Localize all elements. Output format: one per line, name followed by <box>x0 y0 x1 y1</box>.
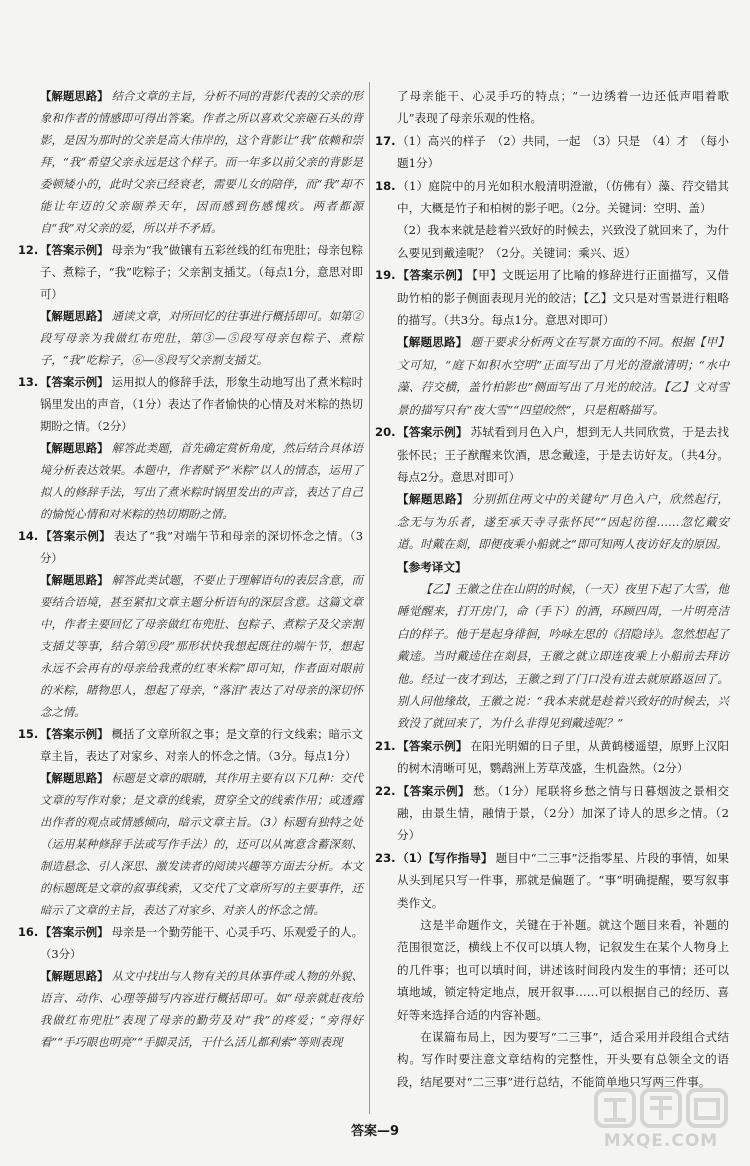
analysis-paragraph <box>18 305 363 371</box>
question-number: 23. <box>375 850 396 865</box>
answer-paragraph <box>375 780 729 847</box>
answer-text: 【甲】文既运用了比喻的修辞进行正面描写，又借助竹柏的影子侧面表现月光的皎洁；【乙】文只是对雪景进行粗略的描写。（共3分。每点1分。意思对即可） <box>397 268 729 328</box>
analysis-paragraph <box>18 437 363 525</box>
writing-guide-paragraph: 在谋篇布局上，因为要写“二三事”，适合采用并段组合式结构。写作时要注意文章结构的完整性，开头要有总领全文的语段，结尾要对“二三事”进行总结，不能简单地只写两三件事。 <box>397 1030 729 1089</box>
answer-paragraph <box>18 525 363 569</box>
answer-text: 概括了文章所叙之事；是文章的行文线索；暗示文章主旨，表达了对家乡、对亲人的怀念之情。（3分。每点1分） <box>40 727 363 763</box>
section-tag: 【答案示例】 <box>40 375 109 389</box>
section-tag: 【解题思路】 <box>40 89 109 103</box>
answer-paragraph <box>375 421 729 488</box>
question-number: 12. <box>18 243 39 257</box>
answer-text: 题目中“二三事”泛指零星、片段的事情，如果从头到尾只写一件事，那就是偏题了。“事”明确提醒，要写叙事类作文。 <box>397 850 729 910</box>
answer-text: 在阳光明媚的日子里，从黄鹤楼遥望，原野上汉阳的树木清晰可见，鹦鹉洲上芳草茂盛，生机盎然。（2分） <box>397 738 729 776</box>
section-tag: 【参考译文】 <box>397 559 467 574</box>
answer-text: 母亲为“我”做镶有五彩丝线的红布兜肚；母亲包粽子、煮粽子，“我”吃粽子；父亲割支插艾。（每点1分，意思对即可） <box>40 243 363 301</box>
analysis-text: 结合文章的主旨，分析不同的背影代表的父亲的形象和作者的情感即可得出答案。作者之所以喜欢父亲砸石头的背影，是因为那时的父亲是高大伟岸的，这个背影让“我”依赖和崇拜，“我”希望父亲永远是这个样子。而一年多以前父亲的背影是委顿矮小的，此时父亲已经衰老，需要儿女的陪伴，而“我”却不能让年迈的父亲颐养天年，因而感到伤感愧疚。两者都源自“我”对父亲的爱，所以并不矛盾。 <box>40 89 363 235</box>
answer-paragraph <box>18 239 363 305</box>
analysis-text: 题干要求分析两文在写景方面的不同。根据【甲】文可知，“庭下如积水空明”正面写出了月光的澄澈清明；“水中藻、荇交横，盖竹柏影也”侧面写出了月光的皎洁。【乙】文对雪景的描写只有“夜大雪”“四望皎然”，只是粗略描写。 <box>397 335 729 417</box>
watermark <box>586 1086 736 1156</box>
section-tag: 【解题思路】 <box>40 573 109 587</box>
section-tag: 【解题思路】 <box>40 441 109 455</box>
page-number: 答案—9 <box>350 1124 400 1139</box>
section-tag: 【解题思路】 <box>40 771 109 785</box>
writing-guide-paragraph: 这是半命题作文，关键在于补题。就这个题目来看，补题的范围很宽泛，横线上不仅可以填人物，记叙发生在某个人物身上的几件事；也可以填时间，讲述该时间段内发生的事情；还可以填地域，锁定特定地点，展开叙事……可以根据自己的经历、喜好等来选择合适的内容补题。 <box>397 918 729 1022</box>
analysis-text: 解答此类题，首先确定赏析角度，然后结合具体语境分析表达效果。本题中，作者赋予“米粽”以人的情态，运用了拟人的修辞手法，写出了煮米粽时锅里发出的声音，表达了自己的愉悦心情和对米粽的热切期盼之情。 <box>40 441 363 521</box>
analysis-text: 通读文章，对所回忆的往事进行概括即可。如第②段写母亲为我做红布兜肚，第③—⑤段写母亲包粽子、煮粽子，“我”吃粽子，⑥—⑧段写父亲割支插艾。 <box>40 309 363 367</box>
analysis-text: 标题是文章的眼睛，其作用主要有以下几种：交代文章的写作对象；是文章的线索，贯穿全文的线索作用；或透露出作者的观点或情感倾向，暗示文章主旨。（3）标题有独特之处（运用某种修辞手法或写作手法）的，还可以从寓意含蓄深刻、制造悬念、引人深思、激发读者的阅读兴趣等方面去分析。本文的标题既是文章的叙事线索，又交代了文章所写的主要事件，还暗示了文章的主旨，表达了对家乡、对亲人的怀念之情。 <box>40 771 363 917</box>
continued-text: 了母亲能干、心灵手巧的特点；“一边绣着一边还低声唱着歌儿”表现了母亲乐观的性格。 <box>397 89 729 126</box>
section-tag: 【答案示例】 <box>397 783 471 798</box>
left-column <box>18 85 363 1053</box>
analysis-paragraph <box>18 569 363 723</box>
right-column <box>375 85 729 1093</box>
analysis-paragraph <box>375 331 729 421</box>
analysis-paragraph <box>18 767 363 921</box>
answer-text: （1）高兴的样子 （2）共同，一起 （3）只是 （4）才 （每小题1分） <box>397 133 729 171</box>
column-divider <box>369 82 370 1114</box>
answer-paragraph <box>375 735 729 780</box>
section-tag: （1）【写作指导】 <box>397 850 493 865</box>
question-number: 20. <box>375 425 396 440</box>
section-tag: 【答案示例】 <box>397 268 470 283</box>
section-tag: 【答案示例】 <box>397 425 468 440</box>
answer-paragraph <box>375 847 729 914</box>
question-number: 22. <box>375 783 396 798</box>
section-tag: 【解题思路】 <box>397 335 468 350</box>
question-number: 18. <box>375 178 396 193</box>
answer-text: 母亲是一个勤劳能干、心灵手巧、乐观爱子的人。（3分） <box>40 925 363 961</box>
section-tag: 【解题思路】 <box>40 969 109 983</box>
answer-text: 苏轼看到月色入户，想到无人共同欣赏，于是去找张怀民；王子猷醒来饮酒，思念戴逵，于是去访好友。（共4分。每点2分。意思对即可） <box>397 425 729 484</box>
analysis-paragraph <box>375 488 729 555</box>
analysis-text: 从文中找出与人物有关的具体事件或人物的外貌、语言、动作、心理等描写内容进行概括即可。如“母亲就赶夜给我做红布兜肚”表现了母亲的勤劳及对“我”的疼爱；“旁得好看”“手巧眼也明亮”“手脚灵活，干什么活儿都利索”等则表现 <box>40 969 363 1049</box>
answer-paragraph <box>18 371 363 437</box>
analysis-paragraph <box>18 965 363 1053</box>
section-tag: 【答案示例】 <box>40 925 109 939</box>
answer-text: 运用拟人的修辞手法，形象生动地写出了煮米粽时锅里发出的声音，（1分）表达了作者愉快的心情及对米粽的热切期盼之情。（2分） <box>40 375 363 433</box>
question-number: 19. <box>375 268 396 283</box>
analysis-text: 解答此类试题，不要止于理解语句的表层含意，而要结合语境，甚至紧扣文章主题分析语句的深层含意。这篇文章中，作者主要回忆了母亲做红布兜肚、包粽子、煮粽子及父亲割支插艾等事，结合第⑨段“那形状快我想起既往的端午节，想起永远不会再有的母亲给我煮的红枣米粽”即可知，作者面对眼前的米粽，睹物思人，想起了母亲，“落泪”表达了对母亲的深切怀念之情。 <box>40 573 363 719</box>
reference-heading <box>375 556 729 578</box>
question-number: 15. <box>18 727 39 741</box>
answer-text: 表达了“我”对端午节和母亲的深切怀念之情。（3分） <box>40 529 363 565</box>
answer-text: 愁。（1分）尾联将乡愁之情与日暮烟波之景相交融，由景生情，融情于景，（2分）加深了诗人的思乡之情。（2分） <box>397 783 729 843</box>
section-tag: 【答案示例】 <box>40 243 109 257</box>
watermark-text: MXQE.COM <box>603 1131 719 1151</box>
answer-text: （1）庭院中的月光如积水般清明澄澈，（仿佛有）藻、荇交错其中，大概是竹子和柏树的影子吧。（2分。关键词：空明、盖） <box>397 178 729 216</box>
continued-text: （2）我本来就是趁着兴致好的时候去，兴致没了就回来了，为什么要见到戴逵呢？（2分。关键词：乘兴、返） <box>397 223 730 260</box>
answer-paragraph <box>375 130 729 175</box>
question-number: 13. <box>18 375 39 389</box>
answer-paragraph <box>18 723 363 767</box>
answer-paragraph <box>375 175 729 220</box>
translation-paragraph: 【乙】王徽之住在山阴的时候，（一天）夜里下起了大雪，他睡觉醒来，打开房门，命（手下）的酒，环顾四周，一片明亮洁白的样子。他于是起身徘徊，吟咏左思的《招隐诗》。忽然想起了戴逵。当时戴逵住在剡县，王徽之就立即连夜乘上小船前去拜访他。经过一夜才到达，王徽之到了门口没有进去就原路返回了。别人问他缘故，王徽之说：“我本来就是趁着兴致好的时候去，兴致没了就回来了，为什么非得见到戴逵呢？” <box>397 581 729 731</box>
section-tag: 【解题思路】 <box>40 309 109 323</box>
answer-paragraph <box>375 264 729 331</box>
question-number: 21. <box>375 738 396 753</box>
analysis-text: 分别抓住两文中的关键句“月色入户，欣然起行，念无与为乐者，遂至承天寺寻张怀民”“因起彷徨……忽忆戴安道。时戴在剡，即便夜乘小船就之”即可知两人夜访好友的原因。 <box>397 492 729 552</box>
section-tag: 【答案示例】 <box>397 738 468 753</box>
answer-brand-logo <box>594 1086 728 1130</box>
question-number: 14. <box>18 529 39 543</box>
section-tag: 【答案示例】 <box>40 529 111 543</box>
answer-paragraph <box>18 921 363 965</box>
question-number: 17. <box>375 133 396 148</box>
section-tag: 【解题思路】 <box>397 492 469 507</box>
question-number: 16. <box>18 925 39 939</box>
analysis-paragraph <box>18 85 363 239</box>
section-tag: 【答案示例】 <box>40 727 109 741</box>
